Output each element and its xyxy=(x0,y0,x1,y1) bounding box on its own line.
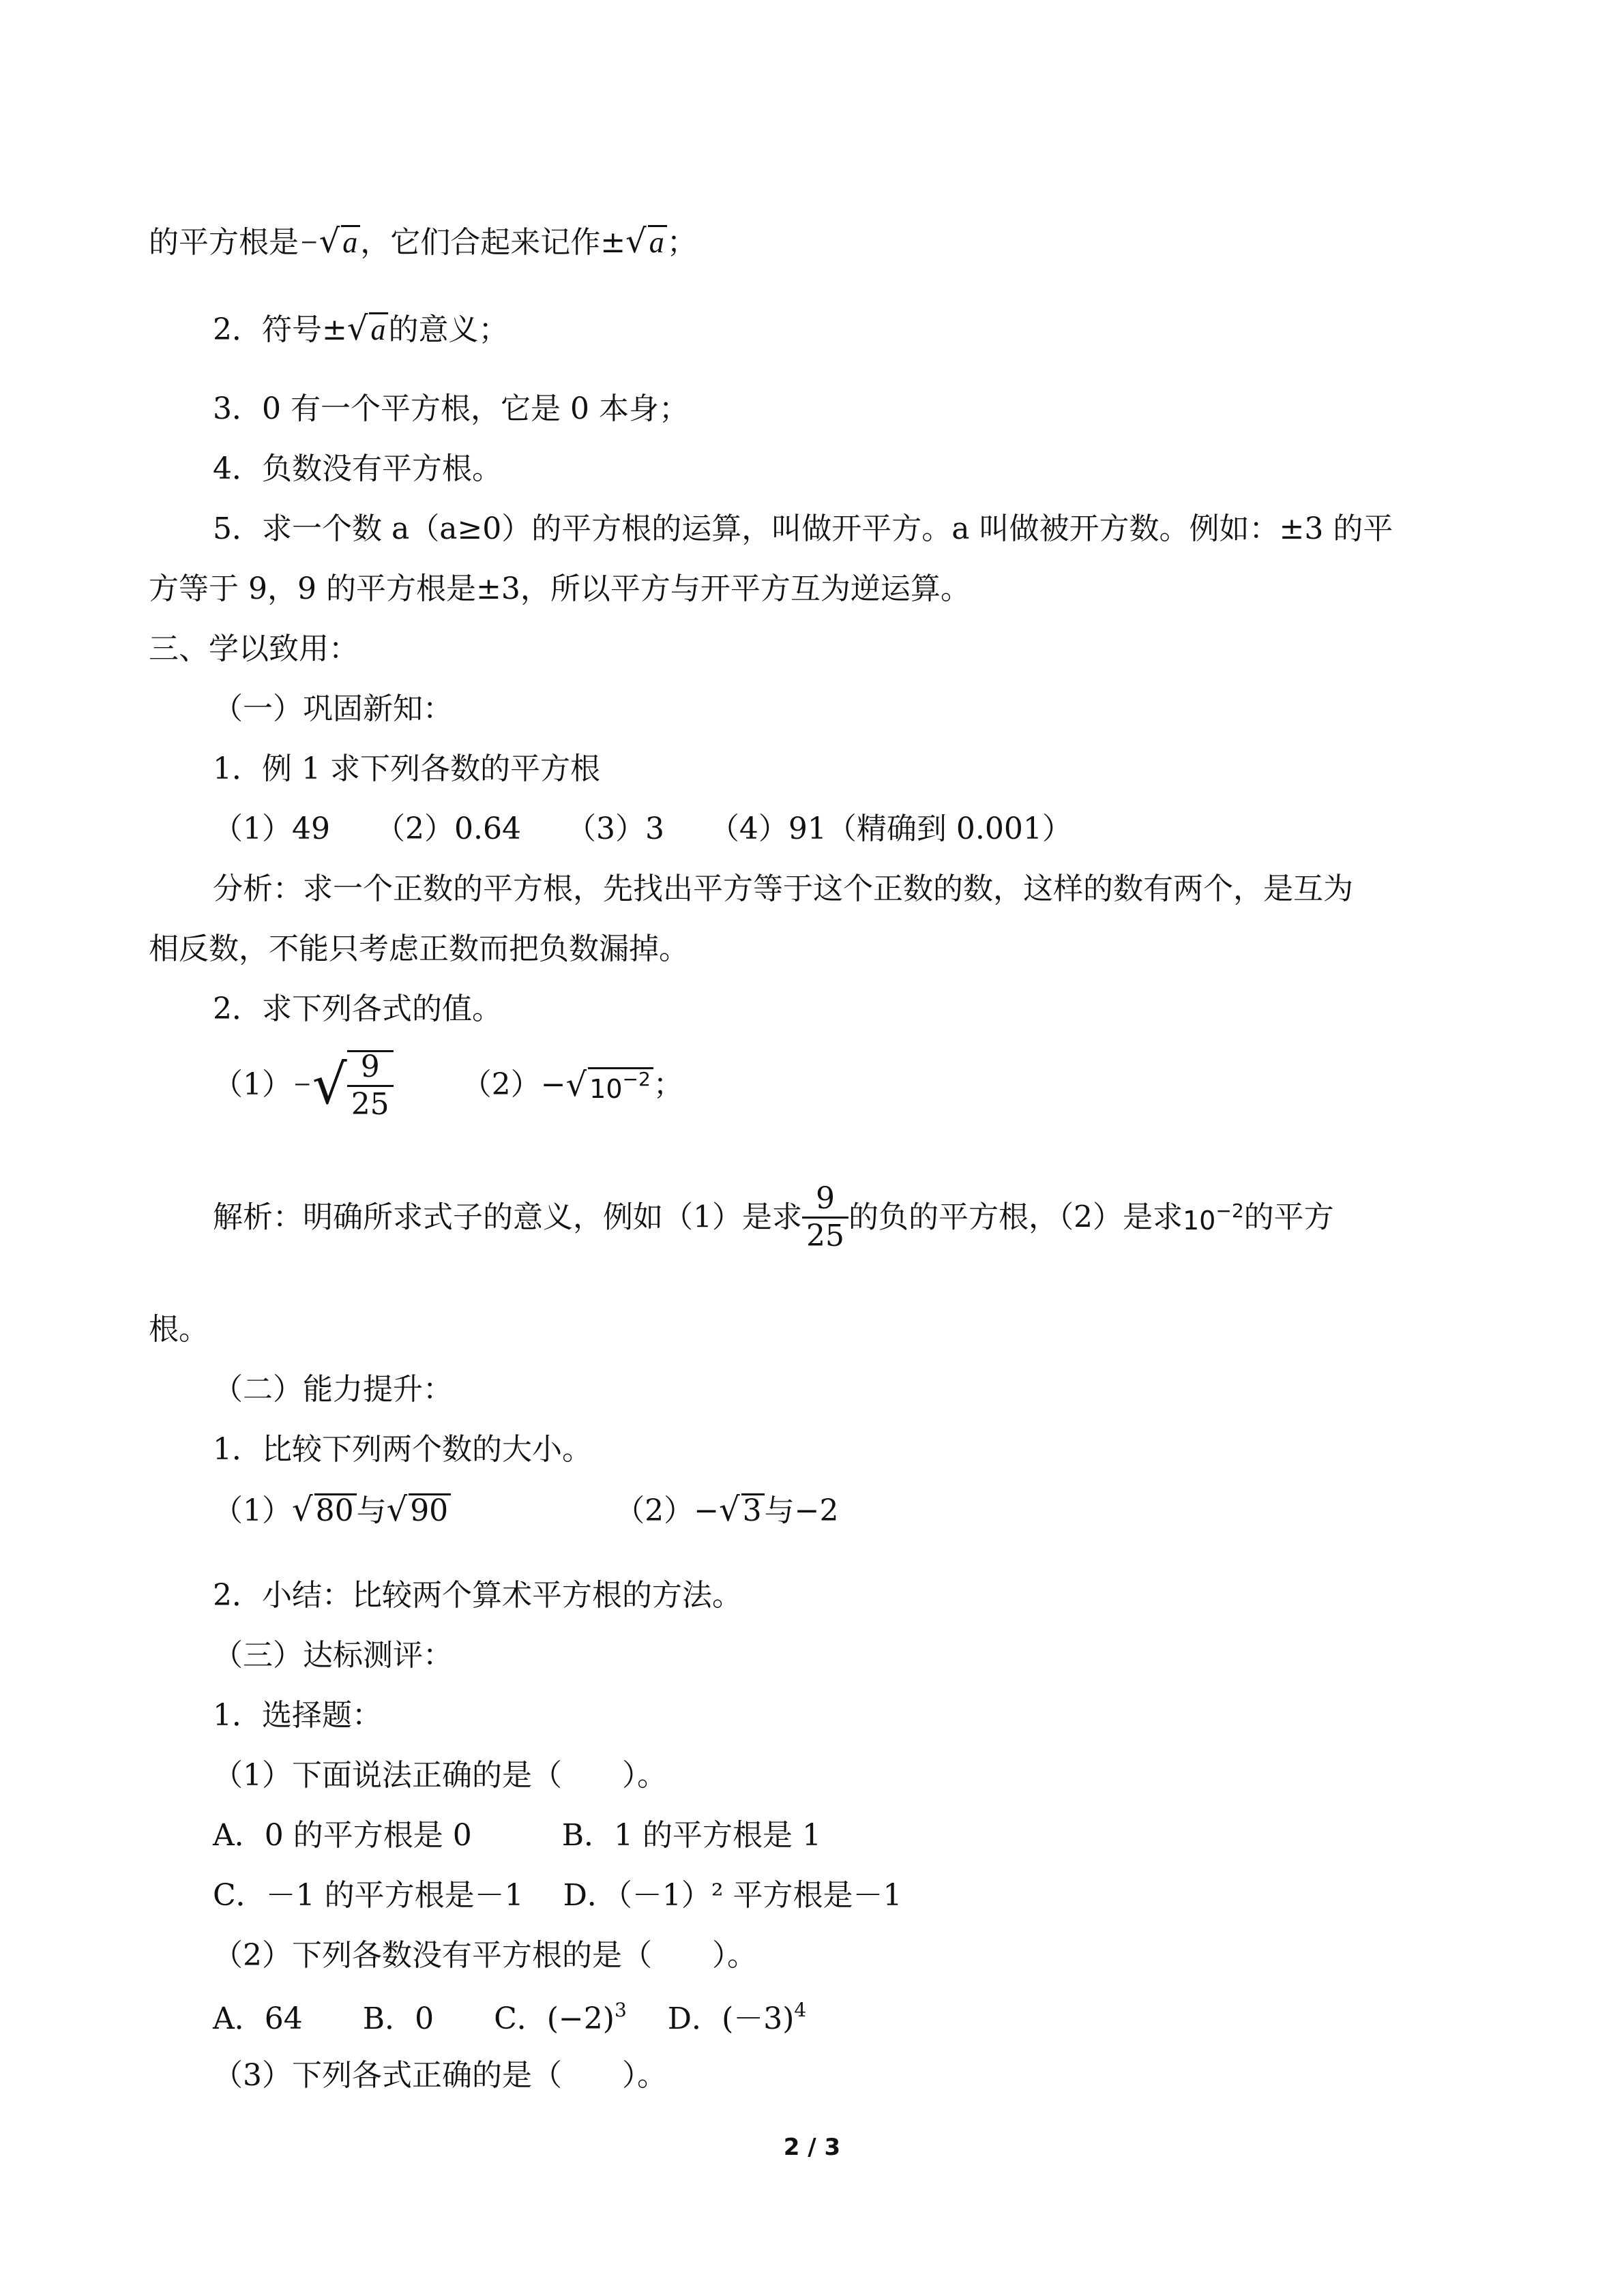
question-2: （2）下列各数没有平方根的是（ ）。 xyxy=(213,1938,757,1973)
summary-text: 2．小结：比较两个算术平方根的方法。 xyxy=(213,1578,742,1613)
exercise-2: 2．求下列各式的值。 xyxy=(213,992,502,1026)
radical-sign: √ xyxy=(346,310,368,348)
subsection-heading-2: （二）能力提升： xyxy=(213,1372,453,1407)
pm-sign: ± xyxy=(600,225,626,260)
question-2-options: A．64 B．0 C．$(-2)^3$ D．$(-3)^4$ xyxy=(213,1999,807,2036)
compare-exercise: 1．比较下列两个数的大小。 xyxy=(213,1432,592,1467)
ten-pow: $10^{-2}$ xyxy=(1183,1199,1244,1236)
radicand: a xyxy=(648,225,667,258)
explanation-text: 解析：明确所求式子的意义，例如（1）是求 $\frac{9}{25}$ 的负的平方根，（2）是求$10^{-2}$的平方 xyxy=(213,1181,1334,1253)
exercise-2-items: （1）−√ $\frac{9}{25}$ （2）−√ $10^{-2}$； xyxy=(213,1049,683,1122)
question-3: （3）下列各式正确的是（ ）。 xyxy=(213,2058,667,2093)
radical-sign: √ xyxy=(319,222,340,260)
line-item-5: 5．求一个数 a（a≥0）的平方根的运算，叫做开平方。a 叫做被开方数。例如：±3 的平 xyxy=(213,511,1393,546)
question-1-options-ab: A．0 的平方根是 0 B．1 的平方根是 1 xyxy=(213,1818,822,1853)
subsection-heading-3: （三）达标测评： xyxy=(213,1638,453,1673)
example-1: 1．例 1 求下列各数的平方根 xyxy=(213,751,600,786)
radicand-ten-pow: $10^{-2}$ xyxy=(588,1067,653,1103)
line-item-2: 2．符号±√a的意义； xyxy=(213,310,509,348)
radicand: a xyxy=(369,312,388,346)
radical-sign: √ xyxy=(312,1053,347,1116)
question-1-options-cd: C．－1 的平方根是－1 D．（－1）² 平方根是－1 xyxy=(213,1878,902,1913)
line-item-3: 3．0 有一个平方根，它是 0 本身； xyxy=(213,391,689,426)
radicand: a xyxy=(341,225,360,258)
explanation-text-cont: 根。 xyxy=(149,1312,209,1347)
line-item-5-cont: 方等于 9，9 的平方根是±3，所以平方与开平方互为逆运算。 xyxy=(149,571,971,606)
line-item-4: 4．负数没有平方根。 xyxy=(213,451,502,486)
subsection-heading-1: （一）巩固新知： xyxy=(213,691,453,726)
radical-sign: √ xyxy=(625,222,647,260)
fraction-9-25: $\frac{9}{25}$ xyxy=(347,1050,394,1120)
analysis-text: 分析：求一个正数的平方根，先找出平方等于这个正数的数，这样的数有两个，是互为 xyxy=(213,871,1353,906)
choice-heading: 1．选择题： xyxy=(213,1698,382,1733)
page-number: 2 / 3 xyxy=(783,2134,841,2161)
pm-sign: ± xyxy=(322,312,347,347)
line-sqrt-notation: 的平方根是−√a，它们合起来记作±√a； xyxy=(149,222,697,260)
section-heading-3: 三、学以致用： xyxy=(149,631,359,666)
compare-items: （1）√80与√90 （2）−√3与−2 xyxy=(213,1491,839,1529)
question-1: （1）下面说法正确的是（ ）。 xyxy=(213,1758,667,1793)
neg-sign: − xyxy=(299,226,319,259)
analysis-text-cont: 相反数，不能只考虑正数而把负数漏掉。 xyxy=(149,931,689,966)
example-1-items: （1）49 （2）0.64 （3）3 （4）91（精确到 0.001） xyxy=(213,811,1072,846)
fraction-9-25: $\frac{9}{25}$ xyxy=(802,1184,848,1251)
